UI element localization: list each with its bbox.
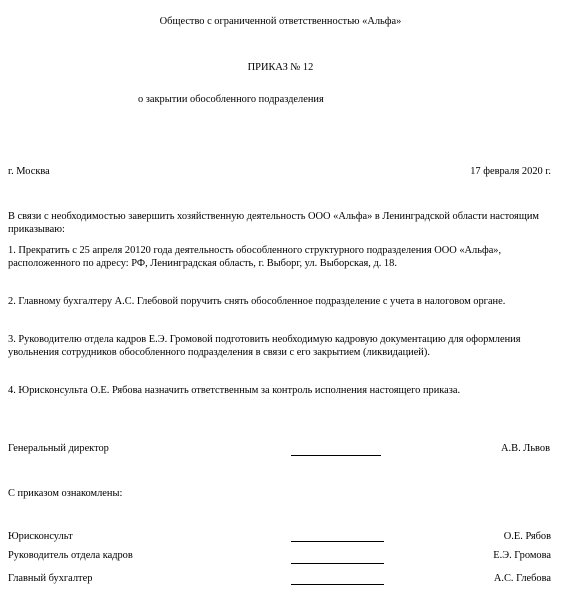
- signature-line-3: [291, 584, 384, 585]
- acquainted-name-1: О.Е. Рябов: [503, 531, 551, 542]
- organization-name: Общество с ограниченной ответственностью «Альфа»: [159, 16, 402, 27]
- order-city: г. Москва: [8, 166, 50, 177]
- acquainted-name-3: А.С. Глебова: [493, 573, 551, 584]
- order-item-3: 3. Руководителю отдела кадров Е.Э. Громовой подготовить необходимую кадровую документацию для оформления увольнения сотрудников обособленного подразделения в связи с его закрытием (ликвидацией).: [8, 334, 521, 358]
- order-title: ПРИКАЗ № 12: [247, 62, 314, 73]
- order-item-4: 4. Юрисконсульта О.Е. Рябова назначить ответственным за контроль исполнения настоящего приказа.: [8, 385, 461, 396]
- signature-line-1: [291, 541, 384, 542]
- acquainted-position-3: Главный бухгалтер: [8, 573, 93, 584]
- order-item-2: 2. Главному бухгалтеру А.С. Глебовой поручить снять обособленное подразделение с учета в налоговом органе.: [8, 296, 506, 307]
- director-position: Генеральный директор: [8, 443, 109, 454]
- order-item-1: 1. Прекратить с 25 апреля 20120 года деятельность обособленного структурного подразделения ООО «Альфа», расположенного по адресу: РФ, Ленинградская область, г. Выборг, ул. Выборская, д. 18.: [8, 245, 502, 269]
- order-intro: В связи с необходимостью завершить хозяйственную деятельность ООО «Альфа» в Ленинградской области настоящим приказываю:: [8, 211, 539, 235]
- director-name: А.В. Львов: [501, 443, 550, 454]
- acquainted-name-2: Е.Э. Громова: [493, 550, 551, 561]
- acquainted-position-1: Юрисконсульт: [8, 531, 73, 542]
- acquainted-heading: С приказом ознакомлены:: [8, 488, 123, 499]
- order-date: 17 февраля 2020 г.: [470, 166, 551, 177]
- director-signature-line: [291, 455, 381, 456]
- acquainted-position-2: Руководитель отдела кадров: [8, 550, 133, 561]
- signature-line-2: [291, 563, 384, 564]
- order-subject: о закрытии обособленного подразделения: [138, 94, 324, 105]
